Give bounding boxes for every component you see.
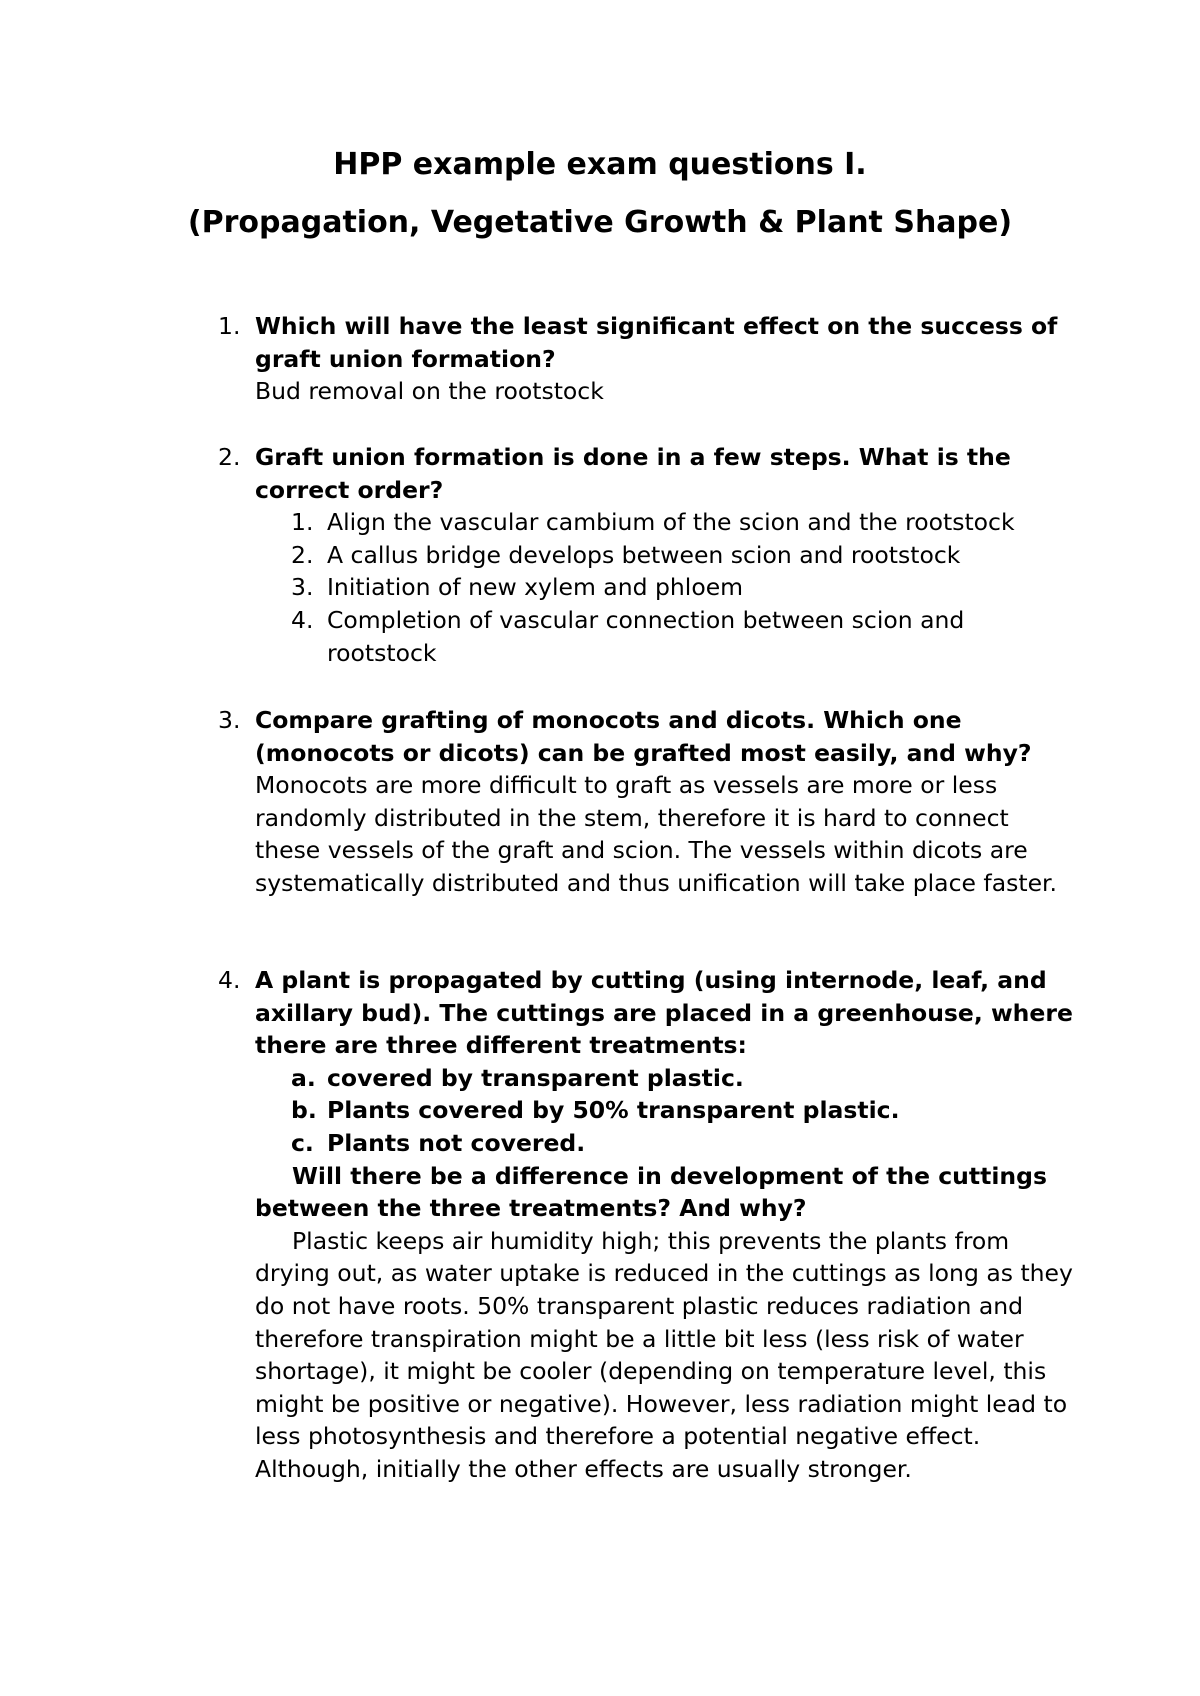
treatment-letter: c.: [291, 1128, 314, 1157]
question-number: 2.: [218, 443, 241, 471]
question-1: [218, 310, 1075, 408]
step-text: Completion of vascular connection between scion and rootstock: [327, 605, 965, 667]
treatment-letter: a.: [291, 1063, 316, 1092]
step-text: Align the vascular cambium of the scion and the rootstock: [327, 508, 1015, 537]
treatment-text: covered by transparent plastic.: [327, 1063, 744, 1092]
step-item: [255, 571, 1075, 604]
step-number: 4.: [291, 605, 314, 634]
step-item: [255, 539, 1075, 572]
question-text: Compare grafting of monocots and dicots. Which one (monocots or dicots) can be grafted most easily, and why?: [255, 706, 1032, 767]
followup-question: Will there be a difference in development of the cuttings between the three treatments? And why?: [255, 1161, 1047, 1223]
step-text: Initiation of new xylem and phloem: [327, 573, 744, 602]
treatment-text: Plants not covered.: [327, 1128, 586, 1157]
answer-text: Bud removal on the rootstock: [255, 377, 604, 406]
step-number: 1.: [291, 508, 314, 537]
step-text: A callus bridge develops between scion and rootstock: [327, 540, 961, 569]
step-number: 3.: [291, 573, 314, 602]
treatment-item: [255, 1062, 1075, 1095]
treatment-letter: b.: [291, 1096, 317, 1125]
document-subtitle: (Propagation, Vegetative Growth & Plant Shape): [187, 205, 1013, 240]
treatment-item: [255, 1127, 1075, 1160]
step-number: 2.: [291, 540, 314, 569]
document-title: HPP example exam questions I.: [333, 147, 867, 182]
step-item: [255, 506, 1075, 539]
question-text: Graft union formation is done in a few steps. What is the correct order?: [255, 443, 1011, 504]
treatment-item: [255, 1094, 1075, 1127]
question-number: 3.: [218, 706, 241, 734]
answer-text: Plastic keeps air humidity high; this prevents the plants from drying out, as water uptake is reduced in the cuttings as long as they do not have roots. 50% transparent plastic reduces radiation and therefore transpiration might be a little bit less (less risk of water shortage), it might be cooler (depending on temperature level, this might be positive or negative). However, less radiation might lead to less photosynthesis and therefore a potential negative effect. Although, initially the other effects are usually stronger.: [255, 1226, 1073, 1483]
question-text: Which will have the least significant effect on the success of graft union formation?: [255, 312, 1058, 373]
treatment-text: Plants covered by 50% transparent plastic.: [327, 1096, 900, 1125]
question-number: 1.: [218, 312, 241, 340]
question-text: A plant is propagated by cutting (using internode, leaf, and axillary bud). The cuttings are placed in a greenhouse, where there are three different treatments:: [255, 966, 1073, 1060]
step-item: [255, 604, 1075, 669]
answer-text: Monocots are more difficult to graft as vessels are more or less randomly distributed in the stem, therefore it is hard to connect these vessels of the graft and scion. The vessels within dicots are systematically distributed and thus unification will take place faster.: [255, 771, 1057, 897]
question-4: [218, 964, 1075, 1486]
question-number: 4.: [218, 966, 241, 994]
question-3: [218, 704, 1075, 900]
question-2: [218, 441, 1075, 669]
